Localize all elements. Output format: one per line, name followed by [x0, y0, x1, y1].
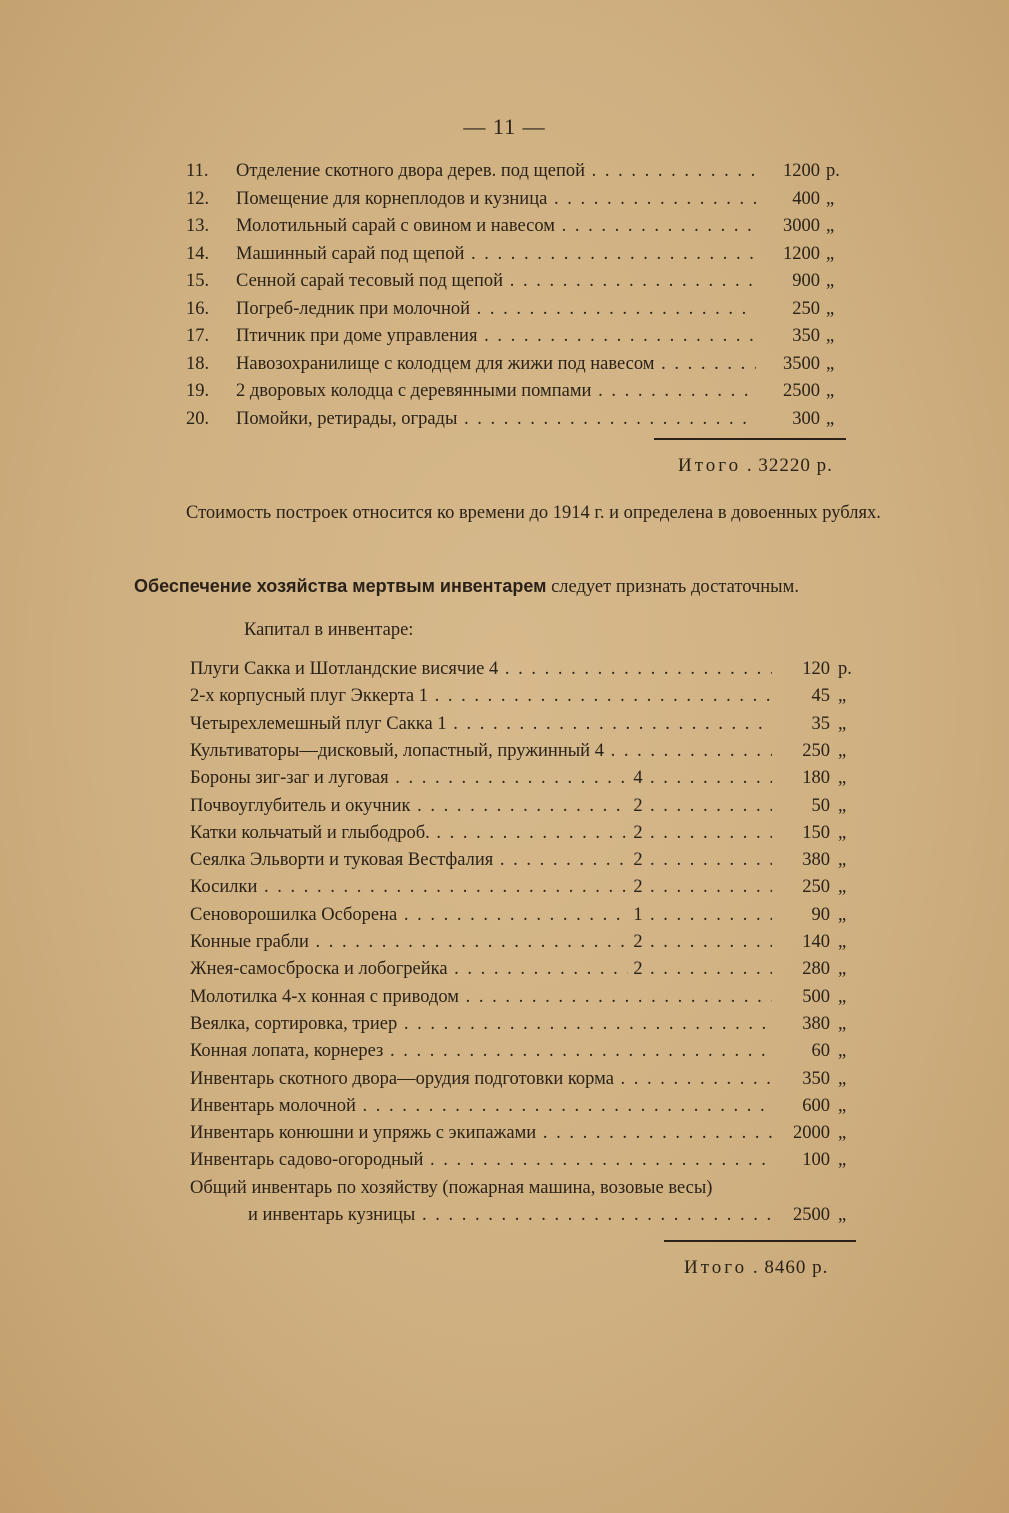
- inventory-value: 250: [802, 740, 830, 761]
- inventory-row: [190, 874, 858, 900]
- inventory-unit: „: [838, 986, 847, 1007]
- inventory-value: 350: [802, 1068, 830, 1089]
- building-unit: р.: [826, 161, 840, 181]
- inventory-row: [190, 738, 858, 764]
- building-unit: „: [826, 326, 835, 346]
- inventory-label: Конная лопата, корнерез . . .: [190, 1038, 772, 1064]
- inventory-unit: „: [838, 850, 847, 871]
- building-unit: „: [826, 408, 835, 429]
- inventory-row: [190, 1147, 858, 1173]
- inventory-value: 180: [802, 768, 830, 789]
- building-value: 300: [792, 408, 820, 429]
- inventory-quantity: 2: [633, 959, 643, 980]
- building-number: 17.: [186, 326, 210, 346]
- building-number: 18.: [186, 353, 210, 374]
- building-label: Молотильный сарай с овином и навесом . . .: [236, 213, 756, 239]
- building-row: [186, 406, 856, 432]
- inventory-label: Четырехлемешный плуг Сакка 1 . . .: [190, 711, 772, 737]
- buildings-total-unit: р.: [816, 455, 833, 476]
- inventory-label: Сеялка Эльворти и туковая Вестфалия . . .: [190, 847, 628, 873]
- inventory-quantity: 2: [633, 850, 643, 871]
- inventory-label: Косилки . . .: [190, 874, 628, 900]
- inventory-unit: „: [838, 1068, 847, 1089]
- cost-note-text: Стоимость построек относится ко времени до 1914 г. и определена в довоенных рублях.: [186, 503, 881, 523]
- inventory-value: 100: [802, 1150, 830, 1171]
- building-number: 19.: [186, 381, 210, 401]
- building-label: Сенной сарай тесовый под щепой . . .: [236, 268, 756, 294]
- building-row: [186, 296, 856, 322]
- inventory-total-label: Итого: [684, 1257, 748, 1278]
- inventory-unit: „: [838, 740, 847, 761]
- inventory-row: [190, 984, 858, 1010]
- building-value: 400: [792, 188, 820, 209]
- inventory-label: 2-х корпусный плуг Эккерта 1 . . .: [190, 683, 772, 709]
- inventory-unit: „: [838, 1150, 847, 1171]
- inventory-quantity: 2: [633, 795, 643, 816]
- inventory-quantity: 2: [633, 932, 643, 952]
- buildings-total-label: Итого: [678, 455, 742, 476]
- building-row: [186, 241, 856, 267]
- inventory-leader-dots: [650, 820, 772, 846]
- building-number: 12.: [186, 188, 210, 209]
- inventory-unit: „: [838, 1013, 847, 1034]
- inventory-row: [190, 1120, 858, 1146]
- inventory-leader-dots: [650, 956, 772, 982]
- building-unit: „: [826, 188, 835, 209]
- inventory-unit: „: [838, 822, 847, 843]
- building-label: Погреб-ледник при молочной . . .: [236, 296, 756, 322]
- inventory-total-unit: р.: [812, 1257, 829, 1278]
- building-row: [186, 378, 856, 404]
- building-unit: „: [826, 353, 835, 374]
- inventory-label: Веялка, сортировка, триер . . .: [190, 1011, 772, 1037]
- inventory-quantity: 2: [633, 877, 643, 898]
- building-value: 2500: [783, 381, 820, 401]
- inventory-label: Конные грабли . . .: [190, 929, 628, 955]
- inventory-label: Сеноворошилка Осборена . . .: [190, 902, 628, 928]
- inventory-label: Инвентарь молочной . . .: [190, 1093, 772, 1119]
- page-number: — 11 —: [463, 114, 546, 139]
- inventory-leader-dots: [650, 847, 772, 873]
- building-value: 1200: [783, 161, 820, 181]
- inventory-row: [248, 1202, 858, 1228]
- inventory-unit: „: [838, 1123, 847, 1144]
- inventory-row: [190, 847, 858, 873]
- building-number: 20.: [186, 408, 210, 429]
- building-label: Навозохранилище с колодцем для жижи под навесом . . .: [236, 351, 756, 377]
- inventory-value: 280: [802, 959, 830, 980]
- inventory-leader-dots: [650, 929, 772, 955]
- building-value: 350: [792, 326, 820, 346]
- inventory-row: [190, 929, 858, 955]
- inventory-value: 250: [802, 877, 830, 898]
- inventory-label: Плуги Сакка и Шотландские висячие 4 . . .: [190, 656, 772, 682]
- inventory-label: Жнея-самосброска и лобогрейка . . .: [190, 956, 628, 982]
- building-value: 900: [792, 271, 820, 291]
- inventory-row: [190, 1175, 858, 1201]
- section-heading: [134, 576, 914, 598]
- inventory-label: Бороны зиг-заг и луговая . . .: [190, 765, 628, 791]
- inventory-row: [190, 902, 858, 928]
- section-heading-rest: следует признать достаточным.: [551, 577, 799, 597]
- building-row: [186, 268, 856, 294]
- inventory-label: и инвентарь кузницы . . .: [248, 1202, 772, 1228]
- inventory-total: [684, 1257, 828, 1279]
- inventory-label: Молотилка 4-х конная с приводом . . .: [190, 984, 772, 1010]
- inventory-unit: „: [838, 713, 847, 734]
- inventory-label: Общий инвентарь по хозяйству (пожарная машина, возовые весы): [190, 1177, 713, 1198]
- inventory-label: Катки кольчатый и глыбодроб. . . .: [190, 820, 628, 846]
- building-value: 3000: [783, 216, 820, 236]
- inventory-value: 150: [802, 822, 830, 843]
- building-row: [186, 158, 856, 184]
- inventory-label: Инвентарь конюшни и упряжь с экипажами . . .: [190, 1120, 772, 1146]
- capital-title: Капитал в инвентаре:: [244, 620, 414, 640]
- inventory-value: 600: [802, 1095, 830, 1116]
- building-number: 14.: [186, 243, 210, 264]
- building-value: 250: [792, 298, 820, 319]
- inventory-label: Почвоуглубитель и окучник . . .: [190, 793, 628, 819]
- inventory-row: [190, 765, 858, 791]
- inventory-quantity: 1: [633, 904, 643, 925]
- building-label: Птичник при доме управления . . .: [236, 323, 756, 349]
- building-row: [186, 351, 856, 377]
- inventory-value: 45: [811, 686, 830, 707]
- inventory-unit: „: [838, 795, 847, 816]
- inventory-unit: „: [838, 1041, 847, 1062]
- building-unit: „: [826, 243, 835, 264]
- building-unit: „: [826, 271, 835, 291]
- inventory-row: [190, 683, 858, 709]
- inventory-unit: „: [838, 959, 847, 980]
- inventory-unit: „: [838, 768, 847, 789]
- building-unit: „: [826, 216, 835, 236]
- building-unit: „: [826, 298, 835, 319]
- inventory-row: [190, 820, 858, 846]
- inventory-total-rule: [664, 1240, 856, 1242]
- inventory-unit: „: [838, 932, 847, 952]
- inventory-value: 140: [802, 932, 830, 952]
- buildings-total-value: . 32220: [746, 455, 811, 476]
- building-number: 13.: [186, 216, 210, 236]
- building-row: [186, 323, 856, 349]
- inventory-unit: „: [838, 1205, 847, 1225]
- inventory-value: 500: [802, 986, 830, 1007]
- inventory-value: 60: [811, 1041, 830, 1062]
- buildings-total-rule: [654, 438, 846, 440]
- building-value: 1200: [783, 243, 820, 264]
- building-number: 11.: [186, 161, 209, 181]
- inventory-leader-dots: [650, 874, 772, 900]
- inventory-label: Инвентарь садово-огородный . . .: [190, 1147, 772, 1173]
- inventory-row: [190, 656, 858, 682]
- inventory-leader-dots: [650, 902, 772, 928]
- building-number: 16.: [186, 298, 210, 319]
- buildings-total: [678, 455, 833, 477]
- inventory-row: [190, 956, 858, 982]
- inventory-unit: „: [838, 877, 847, 898]
- inventory-value: 380: [802, 1013, 830, 1034]
- inventory-value: 50: [811, 795, 830, 816]
- inventory-unit: „: [838, 686, 847, 707]
- building-row: [186, 213, 856, 239]
- inventory-row: [190, 1011, 858, 1037]
- inventory-leader-dots: [650, 765, 772, 791]
- cost-note: [134, 498, 904, 528]
- inventory-row: [190, 1038, 858, 1064]
- inventory-unit: „: [838, 1095, 847, 1116]
- inventory-value: 2500: [793, 1205, 830, 1225]
- inventory-value: 2000: [793, 1123, 830, 1144]
- inventory-unit: р.: [838, 659, 852, 679]
- building-number: 15.: [186, 271, 210, 291]
- building-label: Помойки, ретирады, ограды . . .: [236, 406, 756, 432]
- inventory-row: [190, 1066, 858, 1092]
- section-heading-bold: Обеспечение хозяйства мертвым инвентарем: [134, 576, 547, 596]
- inventory-quantity: 4: [633, 768, 643, 789]
- inventory-value: 380: [802, 850, 830, 871]
- building-label: Отделение скотного двора дерев. под щепой . . .: [236, 158, 756, 184]
- inventory-label: Культиваторы—дисковый, лопастный, пружинный 4 . . .: [190, 738, 772, 764]
- inventory-quantity: 2: [633, 822, 643, 843]
- inventory-unit: „: [838, 904, 847, 925]
- inventory-row: [190, 711, 858, 737]
- inventory-row: [190, 1093, 858, 1119]
- building-row: [186, 186, 856, 212]
- building-value: 3500: [783, 353, 820, 374]
- building-label: Помещение для корнеплодов и кузница . . .: [236, 186, 756, 212]
- building-label: Машинный сарай под щепой . . .: [236, 241, 756, 267]
- inventory-row: [190, 793, 858, 819]
- inventory-leader-dots: [650, 793, 772, 819]
- building-unit: „: [826, 381, 835, 401]
- inventory-value: 120: [802, 659, 830, 679]
- inventory-value: 35: [811, 713, 830, 734]
- inventory-total-value: . 8460: [752, 1257, 807, 1278]
- building-label: 2 дворовых колодца с деревянными помпами . . .: [236, 378, 756, 404]
- inventory-label: Инвентарь скотного двора—орудия подготовки корма . . .: [190, 1066, 772, 1092]
- inventory-value: 90: [811, 904, 830, 925]
